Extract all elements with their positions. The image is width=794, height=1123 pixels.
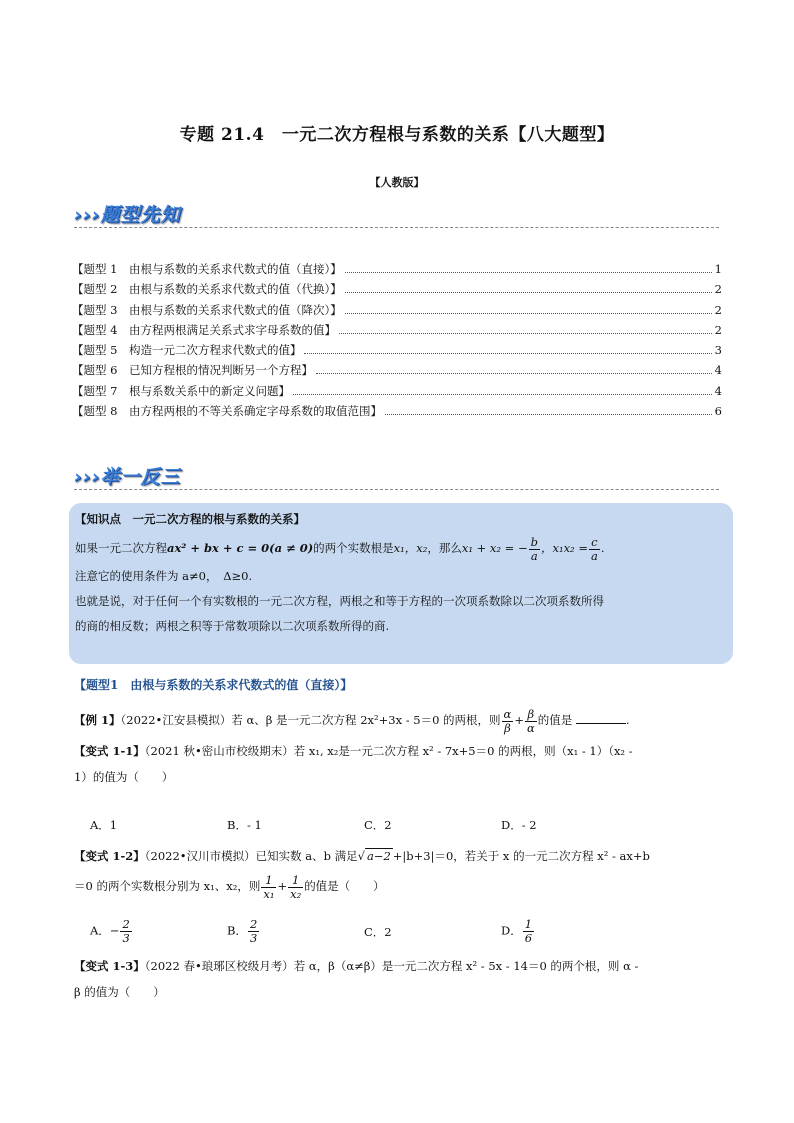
option-label: B． — [227, 923, 247, 938]
denominator: a — [530, 548, 538, 563]
numerator: c — [589, 536, 600, 550]
question-tag: 【变式 1-2】 — [74, 849, 145, 863]
toc-item-label: 【题型 6 已知方程根的情况判断另一个方程】 — [72, 363, 313, 378]
question-text: 已知实数 a、b 满足 — [255, 849, 358, 863]
knowledge-title: 【知识点 一元二次方程的根与系数的关系】 — [75, 512, 305, 526]
toc-leader-dots — [316, 360, 712, 374]
question-source: （2021 秋•密山市校级期末） — [144, 744, 294, 758]
product-formula: ，x₁x₂ = — [540, 541, 588, 555]
formula-end: . — [600, 541, 605, 555]
toc-item-page: 4 — [714, 363, 722, 378]
numerator: 2 — [249, 917, 258, 931]
denominator: β — [504, 720, 511, 735]
knowledge-explanation-2: 的商的相反数；两根之积等于常数项除以二次项系数所得的商. — [75, 619, 390, 633]
denominator: α — [526, 720, 535, 735]
numerator: α — [503, 706, 512, 721]
variant-1-1-options — [90, 817, 710, 833]
toc-leader-dots — [385, 401, 712, 415]
plus-sign: + — [514, 713, 524, 727]
toc-item-label: 【题型 4 由方程两根满足关系式求字母系数的值】 — [72, 322, 336, 337]
numerator: β — [525, 708, 537, 722]
answer-blank[interactable] — [576, 711, 626, 724]
fraction-option-b — [248, 918, 259, 945]
fraction-1-over-x1 — [261, 874, 276, 901]
question-source: （2022•江安县模拟） — [120, 713, 232, 727]
edition-label: 【人教版】 — [369, 176, 425, 189]
banner-divider — [74, 489, 719, 490]
roots: x₁，x₂ — [393, 541, 428, 555]
quadratic-equation: ax² + bx + c = 0(a ≠ 0) — [167, 541, 314, 555]
toc-leader-dots — [345, 279, 712, 293]
toc-leader-dots — [345, 259, 712, 273]
toc-leader-dots — [304, 340, 711, 354]
toc-item-page: 4 — [714, 383, 722, 398]
denominator: x₂ — [290, 886, 302, 901]
question-text-cont: +|b+3|＝0，若关于 x 的一元二次方程 x² - ax+b — [392, 849, 650, 863]
example-banner-text: ›››举一反三 — [74, 466, 181, 488]
variant-1-2 — [74, 843, 724, 903]
toc-item-page: 2 — [714, 282, 722, 297]
toc-item-page: 3 — [714, 343, 722, 358]
banner-divider — [74, 227, 719, 228]
toc-item-label: 【题型 8 由方程两根的不等关系确定字母系数的取值范围】 — [72, 404, 382, 419]
toc-banner-text: ›››题型先知 — [74, 204, 181, 226]
fraction-option-d — [523, 918, 534, 945]
toc-item-label: 【题型 2 由根与系数的关系求代数式的值（代换）】 — [72, 282, 342, 297]
question-text-end: 的值是（ ） — [304, 879, 385, 893]
variant-1-3 — [74, 953, 724, 1005]
question-text: 若 α、β 是一元二次方程 2x²+3x - 5＝0 的两根，则 — [231, 713, 501, 727]
variant-1-1-line1 — [74, 738, 724, 764]
denominator: 6 — [524, 931, 533, 945]
question-text: 若 x₁, x₂是一元二次方程 x² - 7x+5＝0 的两根，则（x₁ - 1）（x₂ - — [293, 744, 633, 758]
toc-item-page: 1 — [714, 262, 722, 276]
variant-1-1-line2: 1）的值为（ ） — [74, 770, 174, 784]
variant-1-3-line1 — [74, 953, 724, 979]
toc-item-label: 【题型 1 由根与系数的关系求代数式的值（直接）】 — [72, 262, 342, 276]
toc-item[interactable] — [72, 401, 722, 421]
fraction-b-over-a — [529, 536, 540, 563]
numerator: 2 — [122, 917, 130, 931]
option-c[interactable]: C．2 — [364, 818, 392, 832]
question-tag: 【变式 1-3】 — [74, 959, 145, 973]
knowledge-explanation-1: 也就是说，对于任何一个有实数根的一元二次方程，两根之和等于方程的一次项系数除以二次项系数所得 — [75, 594, 604, 608]
variant-1-2-line2 — [74, 869, 724, 903]
knowledge-condition: 注意它的使用条件为 a≠0， Δ≥0. — [75, 569, 253, 583]
toc-item[interactable] — [72, 259, 722, 279]
option-label: A．− — [90, 923, 120, 938]
denominator: 3 — [122, 931, 130, 945]
toc-item-label: 【题型 5 构造一元二次方程求代数式的值】 — [72, 343, 302, 358]
fraction-alpha-over-beta — [502, 708, 514, 735]
toc-leader-dots — [345, 300, 712, 314]
numerator: 1 — [288, 874, 303, 888]
option-b[interactable] — [227, 918, 364, 946]
fraction-1-over-x2 — [288, 874, 303, 901]
toc-item-page: 6 — [714, 404, 722, 419]
numerator: 1 — [261, 874, 276, 888]
toc-leader-dots — [293, 381, 712, 395]
example-1 — [74, 707, 724, 735]
fraction-beta-over-alpha — [525, 708, 537, 735]
toc-banner — [74, 200, 719, 230]
example-banner — [74, 462, 719, 492]
question-text-end: 的值是 — [537, 713, 573, 727]
denominator: 3 — [249, 931, 258, 945]
fraction-option-a — [120, 918, 131, 945]
option-b[interactable]: B．- 1 — [227, 818, 262, 832]
toc-leader-dots — [339, 320, 712, 334]
toc-item-label: 【题型 7 根与系数关系中的新定义问题】 — [72, 383, 290, 398]
question-source: （2022•汉川市模拟） — [144, 849, 256, 863]
numerator: b — [530, 534, 538, 549]
formula-prefix: 如果一元二次方程 — [75, 541, 167, 555]
option-a[interactable] — [90, 918, 227, 946]
section-heading-type1: 【题型1 由根与系数的关系求代数式的值（直接）】 — [74, 678, 353, 692]
question-text: ＝0 的两个实数根分别为 x₁、x₂，则 — [74, 879, 261, 893]
variant-1-2-line1: 【变式 1-2】（2022•汉川市模拟）已知实数 a、b 满足√ a−2 +|b+3|＝0，若关于 x 的一元二次方程 x² - ax+b — [74, 849, 650, 863]
numerator: 1 — [524, 917, 533, 931]
toc-item[interactable] — [72, 300, 722, 320]
option-d[interactable]: D．- 2 — [501, 818, 537, 832]
toc-item-page: 2 — [714, 302, 722, 317]
knowledge-box — [69, 503, 733, 664]
option-a[interactable]: A．1 — [90, 818, 118, 832]
formula-then: ，那么 — [427, 541, 462, 555]
option-c[interactable]: C．2 — [364, 925, 392, 939]
period: . — [625, 713, 630, 727]
toc-item[interactable] — [72, 360, 722, 380]
formula-mid: 的两个实数根是 — [313, 541, 394, 555]
toc-item[interactable] — [72, 320, 722, 340]
denominator: x₁ — [263, 886, 275, 901]
denominator: a — [590, 548, 598, 563]
toc-item-page: 2 — [714, 322, 722, 337]
knowledge-formula-line — [75, 532, 727, 564]
question-source: （2022 春•琅琊区校级月考） — [144, 959, 294, 973]
variant-1-3-line2: β 的值为（ ） — [74, 985, 165, 999]
toc-item[interactable] — [72, 279, 722, 299]
question-text: 若 α，β（α≠β）是一元二次方程 x² - 5x - 14＝0 的两个根，则 α - — [293, 959, 639, 973]
table-of-contents — [72, 259, 722, 421]
plus-sign: + — [277, 879, 288, 893]
toc-item[interactable] — [72, 381, 722, 401]
variant-1-2-options — [90, 918, 710, 946]
document-title: 专题 21.4 一元二次方程根与系数的关系【八大题型】 — [179, 125, 615, 145]
question-tag: 【例 1】 — [74, 713, 121, 727]
variant-1-1 — [74, 738, 724, 790]
toc-item-label: 【题型 3 由根与系数的关系求代数式的值（降次）】 — [72, 302, 342, 317]
sum-formula: x₁ + x₂ = − — [461, 541, 528, 555]
toc-item[interactable] — [72, 340, 722, 360]
question-tag: 【变式 1-1】 — [74, 744, 145, 758]
option-label: D． — [501, 923, 522, 938]
square-root-expression: a−2 — [366, 849, 391, 863]
option-d[interactable] — [501, 918, 638, 946]
fraction-c-over-a — [589, 536, 600, 563]
